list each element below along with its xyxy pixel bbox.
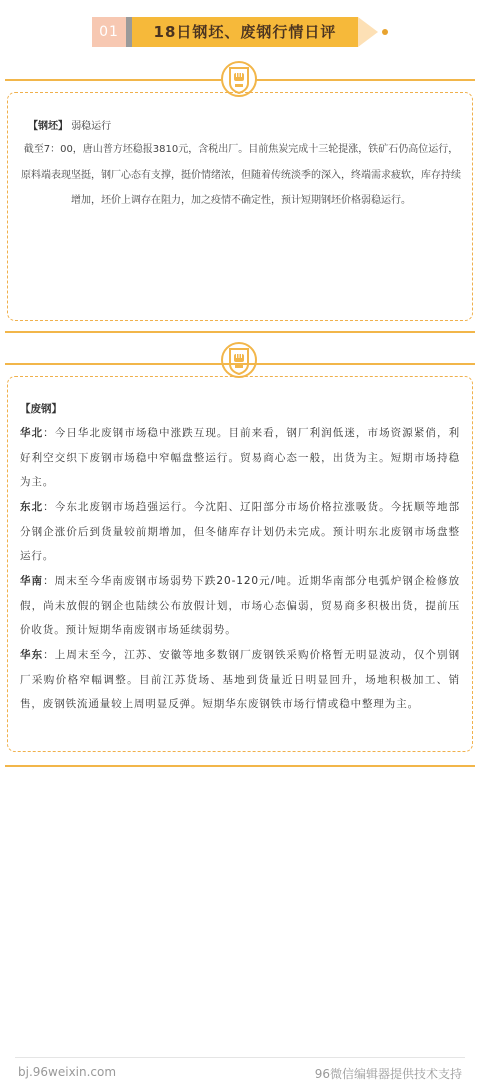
header-arrow bbox=[358, 17, 378, 47]
section-divider bbox=[5, 765, 475, 767]
header-dot bbox=[382, 29, 388, 35]
region-paragraph-dongbei bbox=[20, 495, 460, 569]
region-paragraph-huanan bbox=[20, 569, 460, 643]
billet-status: 弱稳运行 bbox=[71, 121, 112, 132]
region-paragraph-huadong bbox=[20, 643, 460, 717]
region-text: ：上周末至今，江苏、安徽等地多数钢厂废钢铁采购价格暂无明显波动，仅个别钢厂采购价格窄幅调整。目前江苏货场、基地到货量近日明显回升，场地积极加工、销售，废钢铁流通量较上周明显反弹。短期华东废钢铁市场行情或稳中整理为主。 bbox=[20, 649, 460, 710]
section-divider bbox=[5, 363, 475, 365]
billet-heading bbox=[28, 117, 111, 132]
page-title: 18日钢坯、废钢行情日评 bbox=[132, 17, 358, 47]
footer-link[interactable]: bj.96weixin.com bbox=[18, 1065, 117, 1079]
region-label: 华东 bbox=[20, 649, 44, 661]
billet-card bbox=[7, 92, 473, 321]
region-label: 华北 bbox=[20, 427, 44, 439]
region-text: ：今东北废钢市场趋强运行。今沈阳、辽阳部分市场价格拉涨吸货。今抚顺等地部分钢企涨价后到货量较前期增加，但冬储库存计划仍未完成。预计明东北废钢市场盘整运行。 bbox=[20, 501, 460, 562]
region-text: ：今日华北废钢市场稳中涨跌互现。目前来看，钢厂利润低迷，市场资源紧俏，利好利空交织下废钢市场稳中窄幅盘整运行。贸易商心态一般，出货为主。短期市场持稳为主。 bbox=[20, 427, 460, 488]
region-paragraph-huabei bbox=[20, 421, 460, 495]
region-label: 华南 bbox=[20, 575, 44, 587]
billet-tag: 【钢坯】 bbox=[28, 121, 68, 132]
section-divider bbox=[5, 331, 475, 333]
section-header bbox=[92, 17, 392, 47]
fist-badge-icon bbox=[221, 342, 257, 378]
scrap-tag: 【废钢】 bbox=[20, 403, 62, 415]
scrap-card bbox=[7, 376, 473, 752]
region-text: ：周末至今华南废钢市场弱势下跌20-120元/吨。近期华南部分电弧炉钢企检修放假，尚未放假的钢企也陆续公布放假计划，市场心态偏弱，贸易商多积极出货，提前压价收货。预计短期华南废钢市场延续弱势。 bbox=[20, 575, 460, 636]
footer-divider bbox=[15, 1057, 465, 1058]
region-label: 东北 bbox=[20, 501, 44, 513]
billet-body: 截至7：00，唐山普方坯稳报3810元，含税出厂。目前焦炭完成十三轮提涨，铁矿石仍高位运行，原料端表现坚挺，钢厂心态有支撑，挺价情绪浓，但随着传统淡季的深入，终端需求疲软，库存持续增加，坯价上调存在阻力，加之疫情不确定性，预计短期钢坯价格弱稳运行。 bbox=[21, 144, 461, 206]
section-number: 01 bbox=[92, 17, 126, 47]
footer-credit: 96微信编辑器提供技术支持 bbox=[314, 1067, 462, 1081]
